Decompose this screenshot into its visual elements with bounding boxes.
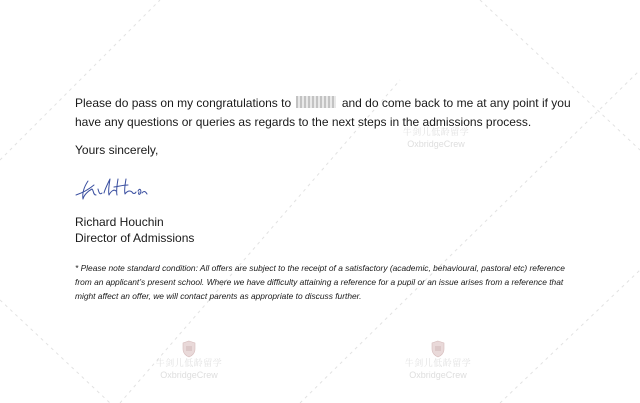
watermark-cn-text: 牛剑儿低龄留学 [402, 128, 470, 138]
paragraph-start: Please do pass on my congratulations to [75, 96, 292, 110]
watermark-cn-text: 牛剑儿低龄留学 [404, 359, 472, 369]
watermark-en-text: OxbridgeCrew [409, 370, 467, 380]
crest-icon [430, 340, 446, 358]
paragraph-end: and do come back to me at any point if you have any questions or queries as regards to the next steps in the admissions process. [75, 96, 571, 129]
redacted-name [296, 96, 336, 108]
crest-icon [181, 340, 197, 358]
watermark-stamp [398, 340, 478, 380]
standard-condition-note: * Please note standard condition: All offers are subject to the receipt of a satisfactory (academic, behavioural, pastoral etc) reference from an applicant’s present school. Where we have difficulty attaining a reference for a pupil or an issue arises from a reference that might affect an offer, we will contact parents as appropriate to discuss further. [75, 263, 565, 301]
signatory-title: Director of Admissions [75, 231, 195, 245]
watermark-en-text: OxbridgeCrew [160, 370, 218, 380]
closing-salutation: Yours sincerely, [75, 143, 159, 157]
congratulations-paragraph [75, 94, 595, 132]
signatory-name: Richard Houchin [75, 215, 164, 229]
watermark-en-text: OxbridgeCrew [407, 139, 465, 149]
watermark-stamp [149, 340, 229, 380]
handwritten-signature [74, 173, 164, 207]
watermark-cn-text: 牛剑儿低龄留学 [155, 359, 223, 369]
